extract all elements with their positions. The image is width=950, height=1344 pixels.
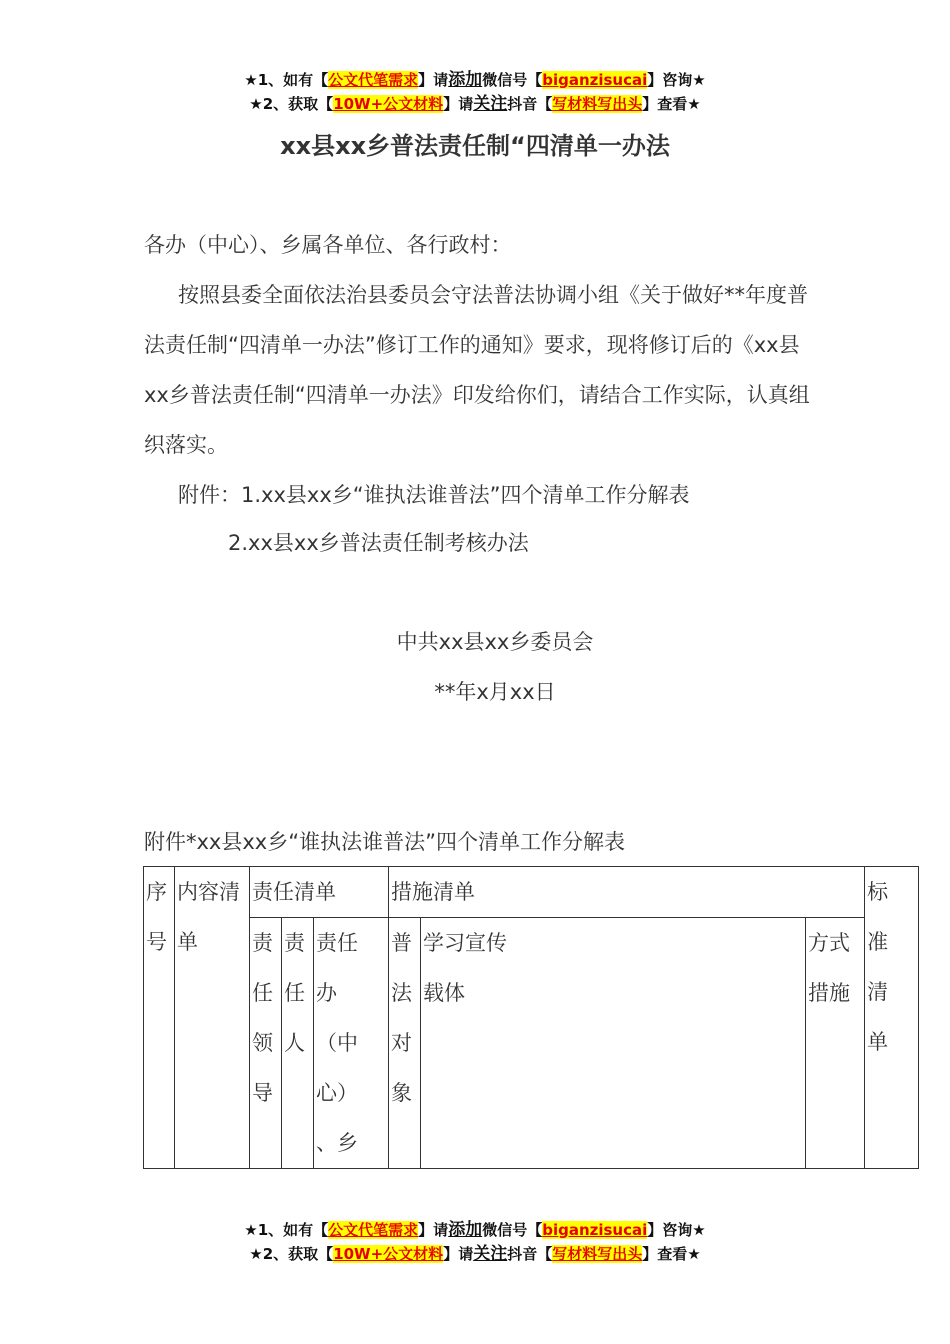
- promo-banner-top: [0, 68, 950, 116]
- header-measures: 措施清单: [389, 867, 865, 918]
- highlight-text: 公文代笔需求: [328, 1221, 419, 1239]
- subheader-leader: 责 任 领 导: [250, 918, 282, 1169]
- douyin-account: 写材料写出头: [552, 1245, 643, 1263]
- table-title: 附件*xx县xx乡“谁执法谁普法”四个清单工作分解表: [144, 830, 625, 854]
- douyin-account: 写材料写出头: [552, 95, 643, 113]
- underlined-text: 关注: [473, 94, 508, 114]
- document-title: xx县xx乡普法责任制“四清单一办法: [280, 132, 670, 160]
- highlight-text: 10W+公文材料: [333, 95, 444, 113]
- promo-banner-bottom: [0, 1218, 950, 1266]
- task-breakdown-table: [143, 866, 919, 1169]
- underlined-text: 添加: [448, 70, 483, 90]
- promo-line-1: ★1、如有【公文代笔需求】请添加微信号【biganzisucai】咨询★: [244, 70, 706, 90]
- subheader-person: 责 任 人: [282, 918, 314, 1169]
- underlined-text: 添加: [448, 1220, 483, 1240]
- promo-line-1: ★1、如有【公文代笔需求】请添加微信号【biganzisucai】咨询★: [244, 1220, 706, 1240]
- wechat-id: biganzisucai: [542, 71, 648, 89]
- subheader-carrier: 学习宣传 载体: [421, 918, 806, 1169]
- highlight-text: 10W+公文材料: [333, 1245, 444, 1263]
- salutation: 各办（中心）、乡属各单位、各行政村：: [144, 233, 512, 257]
- header-responsibility: 责任清单: [250, 867, 389, 918]
- subheader-method: 方式 措施: [806, 918, 865, 1169]
- header-standard: 标 准 清 单: [865, 867, 919, 1169]
- promo-line-2: ★2、获取【10W+公文材料】请关注抖音【写材料写出头】查看★: [249, 1244, 701, 1264]
- attachment-item-2: 2.xx县xx乡普法责任制考核办法: [228, 531, 529, 555]
- subheader-target: 普 法 对 象: [389, 918, 421, 1169]
- attachment-item-1: 附件：1.xx县xx乡“谁执法谁普法”四个清单工作分解表: [178, 483, 690, 507]
- subheader-office: 责任 办 （中 心） 、乡: [314, 918, 389, 1169]
- body-paragraph: 按照县委全面依法治县委员会守法普法协调小组《关于做好**年度普法责任制“四清单一办法”修订工作的通知》要求，现将修订后的《xx县xx乡普法责任制“四清单一办法》印发给你们，请结合工作实际，认真组织落实。: [144, 283, 810, 457]
- wechat-id: biganzisucai: [542, 1221, 648, 1239]
- promo-line-2: ★2、获取【10W+公文材料】请关注抖音【写材料写出头】查看★: [249, 94, 701, 114]
- header-content: 内容清单: [175, 867, 250, 1169]
- highlight-text: 公文代笔需求: [328, 71, 419, 89]
- signature-date: **年x月xx日: [434, 680, 556, 704]
- signature-organization: 中共xx县xx乡委员会: [396, 630, 594, 654]
- header-seq: 序号: [144, 867, 175, 1169]
- underlined-text: 关注: [473, 1244, 508, 1264]
